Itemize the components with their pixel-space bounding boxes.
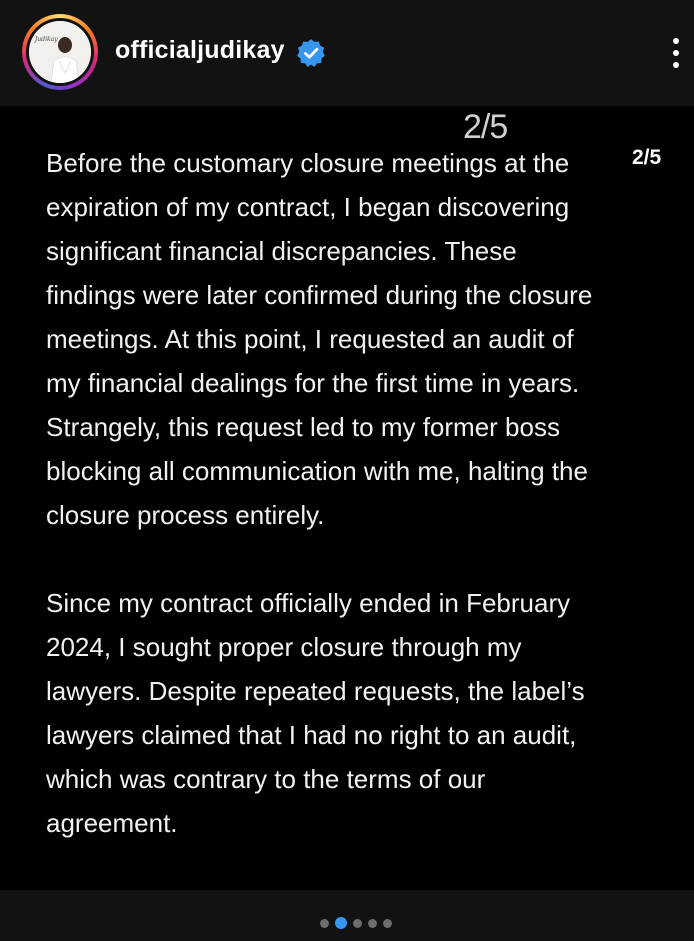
- text-line: findings were later confirmed during the closure: [46, 280, 593, 310]
- avatar[interactable]: [29, 21, 91, 83]
- text-line: meetings. At this point, I requested an audit of: [46, 324, 574, 354]
- slide-counter-faint: 2/5: [463, 108, 508, 146]
- post-footer: [0, 890, 694, 941]
- text-line: agreement.: [46, 808, 178, 838]
- text-line: closure process entirely.: [46, 500, 325, 530]
- text-line: Strangely, this request led to my former boss: [46, 412, 560, 442]
- post-paragraph-1: [46, 141, 666, 537]
- username[interactable]: officialjudikay: [115, 36, 285, 64]
- text-line: my financial dealings for the first time in years.: [46, 368, 580, 398]
- text-line: blocking all communication with me, halting the: [46, 456, 588, 486]
- more-vertical-icon[interactable]: [664, 36, 688, 70]
- carousel-dot[interactable]: [383, 919, 392, 928]
- carousel-dot-active[interactable]: [335, 917, 347, 929]
- carousel-dot[interactable]: [353, 919, 362, 928]
- verified-badge-icon: [296, 38, 326, 68]
- carousel-dot[interactable]: [368, 919, 377, 928]
- post-header: [0, 0, 694, 106]
- text-line: which was contrary to the terms of our: [46, 764, 486, 794]
- text-line: lawyers claimed that I had no right to an audit,: [46, 720, 577, 750]
- slide-counter-badge: 2/5: [632, 146, 662, 169]
- text-line: lawyers. Despite repeated requests, the label’s: [46, 676, 585, 706]
- story-ring[interactable]: [22, 14, 98, 90]
- carousel-indicator: [320, 917, 392, 929]
- post-paragraph-2: [46, 581, 666, 845]
- text-line: 2024, I sought proper closure through my: [46, 632, 522, 662]
- text-line: Before the customary closure meetings at the: [46, 148, 570, 178]
- text-line: Since my contract officially ended in February: [46, 588, 571, 618]
- text-line: significant financial discrepancies. These: [46, 236, 517, 266]
- avatar-signature: Judikay: [35, 36, 58, 43]
- avatar-image: [29, 21, 91, 83]
- text-line: expiration of my contract, I began discovering: [46, 192, 570, 222]
- carousel-dot[interactable]: [320, 919, 329, 928]
